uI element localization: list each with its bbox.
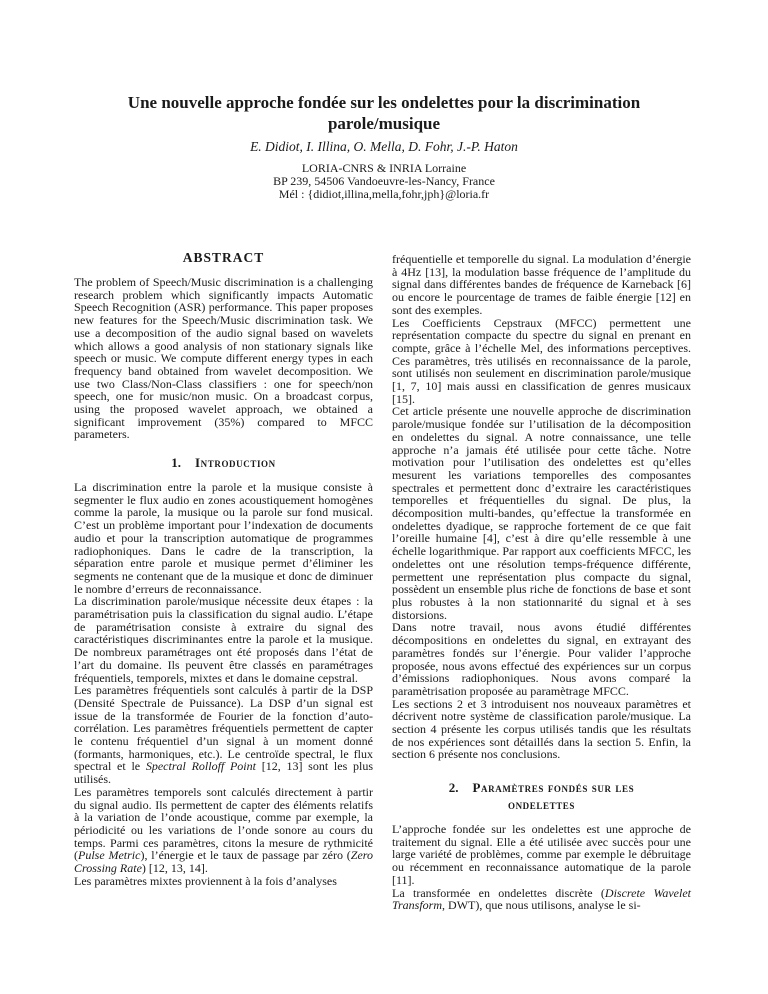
section-2-heading [392,779,691,813]
italic-term: Discrete Wavelet Transform [392,885,692,913]
text-run: L’approche fondée sur les ondelettes est une approche de traitement du signal. Elle a été utilisée avec succès pour une large variété de problèmes, comme par exemple le débruitage ou récemment en reconnaissance automatique de la parole [11]. [392,822,691,887]
paragraph [392,823,691,887]
abstract-text: The problem of Speech/Music discrimination is a challenging research problem which significantly impacts Automatic Speech Recognition (ASR) performance. This paper proposes new features for the Speech/Music discrimination task. We use a decomposition of the audio signal based on wavelets which allows a good analysis of non stationary signals like speech or music. We compute different energy types in each frequency band obtained from wavelet decomposition. We use two Class/Non-Class classifiers : one for speech/non speech, one for music/non music. On a broadcast corpus, using the proposed wavelet approach, we obtained a significant improvement (35%) compared to MFCC parameters. [74,275,373,442]
paragraph [74,875,373,888]
paragraph [392,621,691,697]
italic-term: Pulse Metric [78,848,141,863]
paragraph [392,405,691,621]
abstract-body [74,276,373,441]
text-run: [12, 13] sont les plus utilisés. [74,759,373,787]
section-1-heading [74,454,373,471]
section-1-body [74,481,373,888]
paragraph [392,317,691,406]
title-line-2: parole/musique [327,114,441,133]
section-2-title-line-1: Paramètres fondés sur les [472,780,635,795]
paragraph [392,887,691,912]
paragraph [74,786,373,875]
section-2-title-line-2: ondelettes [507,797,576,812]
title-line-1: Une nouvelle approche fondée sur les ondelettes pour la discrimination [127,93,641,112]
paper-title [0,92,768,134]
affiliation-email: Mél : {didiot,illina,mella,fohr,jph}@loria.fr [278,187,490,201]
italic-term: Spectral Rolloff Point [145,759,256,774]
paragraph [392,698,691,762]
authors: E. Didiot, I. Illina, O. Mella, D. Fohr, J.-P. Haton [250,139,518,154]
text-run: Les paramètres fréquentiels sont calculés à partir de la DSP (Densité Spectrale de Puissance). La DSP d’un signal est issue de la transformée de Fourier de la fonction d’auto-corrélation. Les paramètres fréquentiels permettent de capter le contenu fréquentiel d’un signal à un moment donné (formants, harmoniques, etc.). Le centroïde spectral, le flux spectral et le [74,683,373,774]
section-2-body [392,823,691,912]
text-run: Les sections 2 et 3 introduisent nos nouveaux paramètres et décrivent notre système de classification parole/musique. La section 4 présente les corpus utilisés tandis que les résultats de nos expériences sont détaillés dans la section 5. Enfin, la section 6 présente nos conclusions. [392,696,691,762]
section-1-title: Introduction [194,455,276,470]
section-2-number: 2. [448,780,459,795]
text-run: Les Coefficients Cepstraux (MFCC) permettent une représentation compacte du spectre du signal en prenant en compte, grâce à l’échelle Mel, des informations perceptives. Ces paramètres, très utilisés en reconnaissance de la parole, sont utilisés non seulement en discrimination parole/musique [1, 7, 10] mais aussi en classification de genres musicaux [15]. [392,315,691,406]
text-run: Les paramètres temporels sont calculés directement à partir du signal audio. Ils permettent de capter des éléments relatifs à la variation de l’onde acoustique, comme par exemple, la périodicité ou les variations de l’onde sonore au cours du temps. Parmi ces paramètres, citons la mesure de rythmicité ( [74,784,373,863]
paragraph [74,595,373,684]
text-run: ), l’énergie et le taux de passage par zéro ( [140,848,351,863]
text-run: Les paramètres mixtes proviennent à la fois d’analyses [74,873,337,888]
text-run: Dans notre travail, nous avons étudié différentes décompositions en ondelettes du signal, en extrayant des paramètres fondés sur l’énergie. Pour valider l’approche proposée, nous avons effectué des expériences sur un corpus d’émissions radiophoniques. Nous avons comparé la paramètrisation proposée au paramètrage MFCC. [392,620,691,698]
text-run: La discrimination parole/musique nécessite deux étapes : la paramétrisation puis la classification du signal audio. L’étape de paramétrisation consiste à extraire du signal des caractéristiques discriminantes entre la parole et la musique. De nombreux paramétrages ont été proposés dans l’état de l’art du domaine. Ils peuvent être classés en paramétrages fréquentiels, temporels, mixtes et dans le domaine cepstral. [74,594,373,685]
text-run: fréquentielle et temporelle du signal. La modulation d’énergie à 4Hz [13], la modulation basse fréquence de l’amplitude du signal dans différentes bandes de fréquence de Karneback [6] ou encore le pourcentage de trames de faible énergie [12] en sont des exemples. [392,252,691,317]
affiliation-address: BP 239, 54506 Vandoeuvre-les-Nancy, France [273,174,495,188]
text-run: La transformée en ondelettes discrète ( [392,885,605,900]
text-run: Cet article présente une nouvelle approche de discrimination parole/musique fondée sur l’utilisation de la décomposition en ondelettes du signal. A notre connaissance, une telle approche n’a jamais été utilisée pour cette tâche. Notre motivation pour l’utilisation des ondelettes est qu’elles mesurent les variations temporelles des composantes spectrales et permettent donc d’extraire les caractéristiques temporelles et fréquentielles du signal. De plus, la décomposition multi-bandes, qu’effectue la transformée en ondelettes dyadique, se rapproche fortement de ce que fait l’oreille humaine [4], c’est à dire qu’elle ressemble à une échelle logarithmique. Par rapport aux coefficients MFCC, les ondelettes ont une résolution temps-fréquence différente, permettent une représentation plus compacte du signal, possèdent un ensemble plus riche de fonctions de base et sont plus robustes à la non stationnarité du signal et à ses distorsions. [392,404,691,622]
affiliation-lab: LORIA-CNRS & INRIA Lorraine [301,161,467,175]
section-1-number: 1. [171,455,181,470]
text-run: ) [12, 13, 14]. [141,861,208,876]
paragraph [74,481,373,595]
section-1-body-continued [392,253,691,761]
paragraph [392,253,691,317]
affiliation [0,162,768,201]
text-run: La discrimination entre la parole et la musique consiste à segmenter le flux audio en zones acoustiquement homogènes comme la parole, la musique ou la parole sur fond musical. C’est un problème important pour l’indexation de documents audio et pour la transcription automatique de programmes radiophoniques. Dans le cadre de la transcription, la séparation entre parole et musique permet d’éliminer les segments ne contenant que de la musique et donc de diminuer le nombre d’erreurs de reconnaissance. [74,480,373,596]
abstract-heading: ABSTRACT [182,250,265,265]
italic-term: Zero Crossing Rate [74,848,373,876]
paragraph [74,684,373,786]
text-run: , DWT), que nous utilisons, analyse le si- [442,898,641,913]
